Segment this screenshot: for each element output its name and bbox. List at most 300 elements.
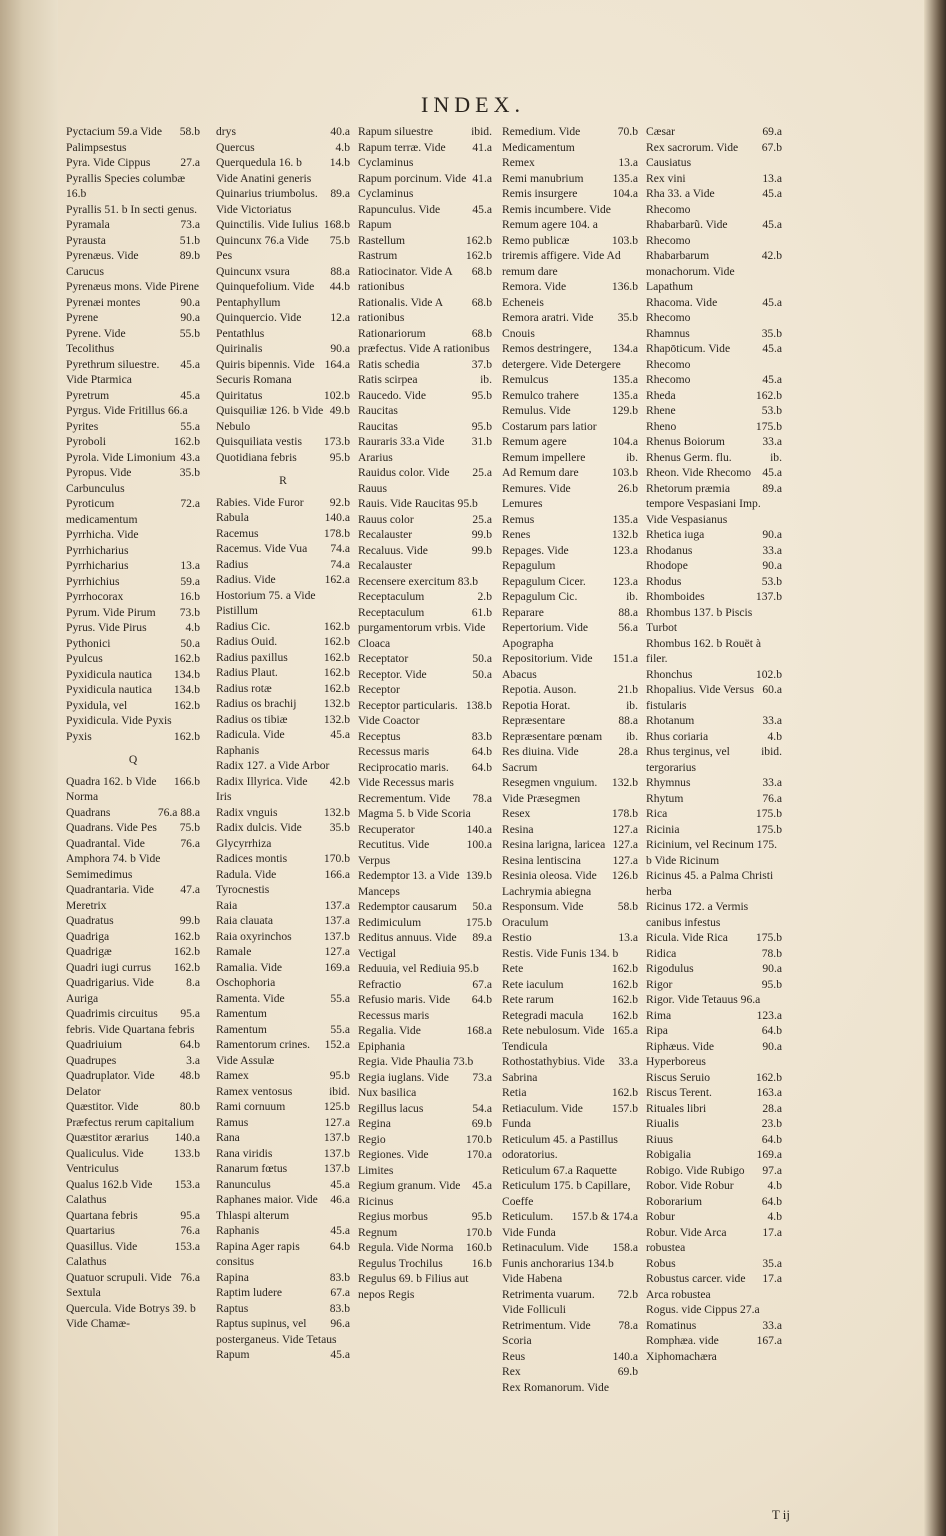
- index-entry: [358, 667, 492, 698]
- index-entry: [502, 651, 638, 682]
- page-ref: 135.a: [612, 171, 638, 185]
- entry-term: Rheon. Vide Rhecomo: [646, 466, 752, 479]
- index-entry: [646, 574, 782, 590]
- index-entry: [646, 295, 782, 326]
- page-ref: 162.b: [755, 1070, 782, 1084]
- page-ref: 99.b: [471, 543, 492, 557]
- entry-term: Ricinus 172. a Vermis canibus infestus: [646, 900, 749, 929]
- page-ref: 132.b: [323, 712, 350, 726]
- index-entry: [646, 372, 782, 388]
- index-entry: [216, 898, 350, 914]
- index-entry: [646, 806, 782, 822]
- entry-term: Repages. Vide Repagulum: [502, 543, 569, 572]
- entry-term: Regnum: [358, 1225, 398, 1239]
- entry-term: Regulus Trochilus: [358, 1256, 443, 1270]
- index-entry: [66, 651, 200, 667]
- index-entry: [66, 403, 200, 419]
- page-ref: 64.b: [471, 760, 492, 774]
- index-entry: [216, 758, 350, 774]
- entry-term: Rhonchus: [646, 667, 693, 681]
- index-entry: [358, 1271, 492, 1302]
- index-entry: [502, 713, 638, 729]
- page-ref: 90.a: [762, 559, 782, 572]
- entry-term: Rhene: [646, 404, 676, 417]
- entry-term: Remulco trahere: [502, 388, 579, 402]
- index-entry: [646, 186, 782, 217]
- index-entry: [216, 186, 350, 217]
- entry-term: Pyulcus: [66, 652, 103, 665]
- entry-term: Ricinia: [646, 822, 680, 836]
- entry-term: Rauidus color. Vide Rauus: [358, 466, 450, 495]
- page-ref: 55.b: [179, 326, 200, 340]
- page-ref: 90.a: [330, 342, 350, 355]
- entry-term: Recalauster: [358, 528, 413, 541]
- entry-term: Pyrenæus mons. Vide Pirene: [66, 280, 200, 293]
- index-entry: [646, 868, 782, 899]
- index-entry: [66, 975, 200, 1006]
- entry-term: Repertorium. Vide Apographa: [502, 621, 589, 650]
- entry-term: Quadrantaria. Vide Meretrix: [66, 883, 154, 912]
- index-entry: [358, 605, 492, 652]
- page-ref: ib.: [626, 450, 638, 464]
- entry-term: Retrimentum. Vide Scoria: [502, 1318, 591, 1347]
- index-entry: [216, 1285, 350, 1301]
- page-ref: 140.a: [612, 1349, 638, 1363]
- index-entry: [66, 1068, 200, 1099]
- page-ref: 45.a: [330, 1224, 350, 1237]
- page-ref: 152.a: [324, 1038, 350, 1051]
- entry-term: Riscus Terent.: [646, 1086, 712, 1099]
- entry-term: Resegmen vnguium. Vide Præsegmen: [502, 776, 598, 805]
- page-ref: 137.b: [755, 590, 782, 603]
- entry-term: Rhetica iuga: [646, 528, 705, 541]
- index-entry: [358, 140, 492, 171]
- page-ref: 178.b: [611, 807, 638, 820]
- entry-term: Regalia. Vide Epiphania: [358, 1024, 421, 1053]
- page-ref: 72.a: [180, 497, 200, 510]
- entry-term: Quadrantal. Vide Amphora 74. b Vide Semimedimus: [66, 836, 161, 881]
- entry-term: Retiaculum. Vide Funda: [502, 1101, 583, 1130]
- entry-term: Remo publicæ triremis affigere. Vide Ad remum dare: [502, 233, 621, 278]
- entry-term: Pyrrhichius: [66, 574, 120, 588]
- section-letter: [216, 473, 350, 489]
- entry-term: Regia. Vide Phaulia 73.b: [358, 1055, 474, 1068]
- entry-term: Quartana febris: [66, 1208, 138, 1222]
- page-ref: 153.a: [174, 1177, 200, 1191]
- page-ref: 50.a: [472, 652, 492, 665]
- index-entry: [358, 698, 492, 729]
- index-entry: [66, 465, 200, 496]
- index-entry: [358, 512, 492, 528]
- index-entry: [646, 1039, 782, 1070]
- entry-term: Pyrene. Vide Tecolithus: [66, 326, 126, 355]
- index-entry: [358, 419, 492, 435]
- page-ref: 135.a: [612, 388, 638, 402]
- entry-term: Rex sacrorum. Vide Causiatus: [646, 140, 739, 169]
- entry-term: Rothostathybius. Vide Sabrina: [502, 1055, 605, 1084]
- entry-term: Resina larigna, laricea: [502, 838, 606, 851]
- entry-term: Rhopalius. Vide Versus fistularis: [646, 683, 755, 712]
- index-entry: [66, 419, 200, 435]
- page-ref: 137.b: [323, 929, 350, 943]
- page-ref: 53.b: [761, 404, 782, 417]
- page-ref: 76.a: [180, 1224, 200, 1237]
- index-entry: [66, 1301, 200, 1332]
- index-entry: [216, 510, 350, 526]
- index-entry: [66, 944, 200, 960]
- index-entry: [502, 806, 638, 822]
- page-ref: 35.b: [179, 466, 200, 479]
- entry-term: Remulcus: [502, 373, 549, 386]
- page-ref: 100.a: [466, 838, 492, 851]
- index-entry: [502, 961, 638, 977]
- page-ref: 16.b: [471, 1256, 492, 1270]
- page-ref: 175.b: [755, 419, 782, 433]
- index-entry: [66, 558, 200, 574]
- index-entry: [502, 1023, 638, 1054]
- entry-term: Ranarum fœtus: [216, 1162, 288, 1175]
- index-entry: [646, 1302, 782, 1318]
- page-ref: 73.b: [179, 605, 200, 619]
- page-ref: 35.b: [617, 311, 638, 324]
- entry-term: Rationariorum præfectus. Vide A rationibus: [358, 326, 490, 355]
- entry-term: Rauis. Vide Raucitas 95.b: [358, 497, 478, 510]
- index-entry: [216, 310, 350, 341]
- entry-term: Reticulum 67.a Raquette: [502, 1163, 617, 1177]
- index-entry: [66, 636, 200, 652]
- index-entry: [646, 1194, 782, 1210]
- entry-term: Pyrallis 51. b In secti genus.: [66, 202, 198, 216]
- index-entry: [358, 496, 492, 512]
- page-ref: 163.a: [756, 1086, 782, 1099]
- index-entry: [66, 155, 200, 171]
- index-entry: [216, 140, 350, 156]
- page-ref: 137.b: [323, 1131, 350, 1144]
- entry-term: Remis insurgere: [502, 187, 578, 200]
- entry-term: Raptus: [216, 1301, 249, 1315]
- entry-term: Quadratus: [66, 914, 114, 927]
- page-ref: 45.a: [762, 218, 782, 231]
- index-entry: [646, 403, 782, 419]
- entry-term: Pyrrhocorax: [66, 590, 124, 603]
- page-ref: 137.b: [323, 1162, 350, 1175]
- entry-term: Rhomboides: [646, 590, 705, 603]
- index-entry: [66, 1130, 200, 1146]
- entry-term: Ramex ventosus: [216, 1084, 293, 1098]
- page-ref: 123.a: [612, 574, 638, 588]
- entry-term: Reditus annuus. Vide Vectigal: [358, 931, 457, 960]
- entry-term: Quadruplator. Vide Delator: [66, 1069, 155, 1098]
- entry-term: Cæsar: [646, 125, 675, 138]
- entry-term: Pyroticum medicamentum: [66, 497, 138, 526]
- entry-term: Remora. Vide Echeneis: [502, 280, 567, 309]
- index-entry: [502, 822, 638, 838]
- page-ref: 13.a: [762, 171, 782, 185]
- entry-term: Repagulum Cicer.: [502, 574, 586, 588]
- page-ref: 64.b: [471, 993, 492, 1006]
- index-entry: [502, 1209, 638, 1240]
- page-ref: 95.b: [471, 388, 492, 402]
- page-ref: 68.b: [471, 295, 492, 309]
- page-ref: 83.b: [471, 729, 492, 743]
- entry-term: Rete rarum: [502, 993, 554, 1006]
- page-ref: 45.a: [762, 373, 782, 386]
- index-entry: [216, 1239, 350, 1270]
- index-entry: [358, 915, 492, 931]
- page-ref: 35.a: [762, 1256, 782, 1270]
- entry-term: Radix vnguis: [216, 805, 278, 819]
- index-entry: [646, 1225, 782, 1256]
- entry-term: Restis. Vide Funis 134. b: [502, 946, 619, 960]
- page-ref: 67.b: [761, 140, 782, 154]
- index-entry: [66, 1099, 200, 1130]
- page-ref: 60.a: [762, 683, 782, 696]
- entry-term: Rhytum: [646, 791, 684, 805]
- entry-term: Rhapōticum. Vide Rhecomo: [646, 342, 731, 371]
- index-entry: [216, 341, 350, 357]
- entry-term: Rigodulus: [646, 962, 694, 975]
- index-entry: [66, 217, 200, 233]
- index-entry: [646, 977, 782, 993]
- index-entry: [502, 729, 638, 745]
- page-ref: 104.a: [612, 187, 638, 200]
- index-entry: [502, 233, 638, 280]
- entry-term: Redimiculum: [358, 915, 422, 929]
- entry-term: Robigalia: [646, 1148, 692, 1161]
- page-ref: 78.a: [472, 791, 492, 805]
- index-entry: [358, 434, 492, 465]
- page-ref: 162.b: [173, 698, 200, 712]
- index-entry: [646, 946, 782, 962]
- entry-term: Rhecomo: [646, 373, 691, 386]
- entry-term: Pyrola. Vide Limonium: [66, 450, 176, 464]
- entry-term: Refusio maris. Vide Recessus maris: [358, 993, 451, 1022]
- page-ref: 76.a: [762, 791, 782, 805]
- index-entry: [66, 357, 200, 388]
- page-ref: 175.b: [755, 931, 782, 944]
- index-entry: [502, 171, 638, 187]
- index-entry: [646, 1209, 782, 1225]
- entry-term: Quadrans. Vide Pes: [66, 821, 157, 834]
- index-entry: [646, 140, 782, 171]
- page-ref: ib.: [626, 729, 638, 743]
- page-ref: 55.a: [330, 1022, 350, 1036]
- entry-term: Quadra 162. b Vide Norma: [66, 774, 157, 803]
- entry-term: Pyra. Vide Cippus: [66, 156, 151, 169]
- index-entry: [66, 729, 200, 745]
- entry-term: R: [279, 474, 287, 487]
- page-ref: 140.a: [466, 822, 492, 836]
- index-entry: [66, 805, 200, 821]
- entry-term: Quatuor scrupuli. Vide Sextula: [66, 1270, 172, 1299]
- index-entry: [216, 233, 350, 264]
- entry-term: Renes: [502, 528, 531, 541]
- index-entry: [216, 541, 350, 557]
- entry-term: Rhacoma. Vide Rhecomo: [646, 295, 718, 324]
- index-entry: [66, 124, 200, 155]
- index-entry: [646, 605, 782, 636]
- page-ref: 89.a: [762, 481, 782, 495]
- index-entry: [646, 636, 782, 667]
- page-ref: 165.a: [612, 1024, 638, 1037]
- page-ref: 3.a: [186, 1053, 200, 1067]
- index-entry: [358, 1054, 492, 1070]
- index-entry: [646, 388, 782, 404]
- index-entry: [502, 1163, 638, 1179]
- entry-term: Raptus supinus, vel posterganeus. Vide Tetaus: [216, 1317, 337, 1346]
- page-ref: 103.b: [611, 233, 638, 247]
- index-entry: [646, 682, 782, 713]
- entry-term: Retrimenta vuarum. Vide Folliculi: [502, 1287, 595, 1316]
- index-entry: [216, 929, 350, 945]
- entry-term: Quinquercio. Vide Pentathlus: [216, 311, 302, 340]
- page-ref: 31.b: [471, 435, 492, 448]
- index-entry: [502, 512, 638, 528]
- entry-term: Radius Plaut.: [216, 666, 278, 679]
- entry-term: Quæstitor ærarius: [66, 1131, 149, 1144]
- page-ref: 126.b: [611, 869, 638, 882]
- page-ref: 137.b: [323, 1146, 350, 1160]
- page-ref: 95.a: [180, 1208, 200, 1222]
- entry-term: Radius paxillus: [216, 650, 288, 664]
- entry-term: Responsum. Vide Oraculum: [502, 900, 584, 929]
- entry-term: Repotia. Auson.: [502, 683, 577, 696]
- page-ref: 45.a: [472, 202, 492, 216]
- page-ref: 95.b: [471, 1210, 492, 1223]
- page-ref: ibid.: [471, 125, 492, 138]
- page-ref: 69.b: [617, 1365, 638, 1378]
- page-ref: 13.a: [618, 156, 638, 169]
- index-entry: [216, 681, 350, 697]
- index-entry: [502, 574, 638, 590]
- entry-term: Rastellum: [358, 233, 406, 247]
- entry-term: Rauraris 33.a Vide Ararius: [358, 435, 445, 464]
- entry-term: Robur: [646, 1210, 675, 1223]
- entry-term: Rheno: [646, 419, 677, 433]
- entry-term: Pyxis: [66, 729, 92, 743]
- index-entry: [216, 495, 350, 511]
- entry-term: Pyxidula, vel Pyxidicula. Vide Pyxis: [66, 698, 172, 727]
- entry-term: Remi manubrium: [502, 171, 584, 185]
- page-ref: ibid.: [329, 1084, 350, 1098]
- index-entry: [216, 1068, 350, 1084]
- index-entry: [66, 1239, 200, 1270]
- index-entry: [66, 279, 200, 295]
- entry-term: Retia: [502, 1086, 527, 1099]
- index-entry: [646, 419, 782, 435]
- index-entry: [358, 264, 492, 295]
- page-ref: 170.b: [465, 1225, 492, 1239]
- entry-term: Regius morbus: [358, 1210, 428, 1223]
- index-entry: [358, 527, 492, 543]
- page-ref: 173.b: [323, 435, 350, 448]
- index-entry: [358, 589, 492, 605]
- entry-term: Rigor: [646, 977, 673, 991]
- entry-term: Repositorium. Vide Abacus: [502, 652, 593, 681]
- index-entry: [66, 574, 200, 590]
- index-entry: [358, 651, 492, 667]
- page-ref: 132.b: [323, 805, 350, 819]
- page-ref: 17.a: [762, 1272, 782, 1285]
- entry-term: Quinctilis. Vide Iulius: [216, 218, 319, 231]
- index-entry: [66, 388, 200, 404]
- section-letter: [66, 752, 200, 768]
- page-ref: 99.b: [179, 914, 200, 927]
- entry-term: Receptus: [358, 729, 401, 743]
- entry-term: Rhymnus: [646, 776, 691, 789]
- entry-term: Pyrites: [66, 419, 99, 433]
- page-ref: 90.a: [762, 1039, 782, 1053]
- page-ref: 95.b: [761, 977, 782, 991]
- page-ref: 76.a: [180, 836, 200, 850]
- index-entry: [358, 233, 492, 249]
- entry-term: Repræsentare pœnam: [502, 729, 603, 743]
- index-entry: [216, 450, 350, 466]
- entry-term: Riuus: [646, 1132, 674, 1146]
- index-entry: [502, 202, 638, 233]
- entry-term: Rami cornuum: [216, 1100, 286, 1113]
- entry-term: Remora aratri. Vide Cnouis: [502, 311, 594, 340]
- entry-term: Radula. Vide Tyrocnestis: [216, 867, 277, 896]
- page-ref: 127.a: [612, 853, 638, 867]
- page-ref: 12.a: [330, 311, 350, 324]
- index-entry: [358, 977, 492, 993]
- index-entry: [646, 837, 782, 868]
- index-entry: [358, 248, 492, 264]
- index-entry: [502, 977, 638, 993]
- entry-term: Ricula. Vide Rica: [646, 931, 728, 944]
- page-ref: 80.b: [179, 1100, 200, 1113]
- entry-term: Ad Remum dare: [502, 466, 579, 479]
- page-ref: 157.b & 174.a: [571, 1210, 638, 1223]
- index-entry: [358, 1023, 492, 1054]
- index-entry: [66, 1270, 200, 1301]
- entry-term: Remum agere: [502, 435, 567, 448]
- page-ref: 45.a: [180, 357, 200, 371]
- page-ref: 53.b: [761, 574, 782, 588]
- page-ref: 46.a: [330, 1193, 350, 1206]
- index-entry: [646, 326, 782, 342]
- index-entry: [216, 572, 350, 619]
- index-entry: [358, 574, 492, 590]
- index-entry: [502, 450, 638, 466]
- page-ref: 89.a: [472, 931, 492, 944]
- page-ref: 4.b: [335, 140, 350, 154]
- page-ref: 170.a: [466, 1148, 492, 1161]
- index-entry: [358, 868, 492, 899]
- entry-term: Receptaculum: [358, 590, 425, 603]
- index-entry: [646, 1008, 782, 1024]
- index-entry: [66, 913, 200, 929]
- entry-term: Rastrum: [358, 249, 398, 262]
- index-entry: [646, 1101, 782, 1117]
- index-entry: [358, 171, 492, 202]
- page-ref: 95.a: [180, 1007, 200, 1020]
- entry-term: Recrementum. Vide Magma 5. b Vide Scoria: [358, 791, 471, 820]
- index-entry: [646, 1023, 782, 1039]
- entry-term: Rana: [216, 1131, 240, 1144]
- index-entry: [358, 388, 492, 419]
- index-entry: [358, 930, 492, 961]
- page-ref: 4.b: [767, 1179, 782, 1192]
- page-ref: 33.a: [618, 1055, 638, 1068]
- entry-term: Ramentum: [216, 1022, 267, 1036]
- page-ref: 88.a: [618, 714, 638, 727]
- index-entry: [358, 1225, 492, 1241]
- entry-term: Quirinalis: [216, 342, 263, 355]
- entry-term: Retegradi macula: [502, 1008, 584, 1022]
- entry-term: Quartarius: [66, 1224, 115, 1237]
